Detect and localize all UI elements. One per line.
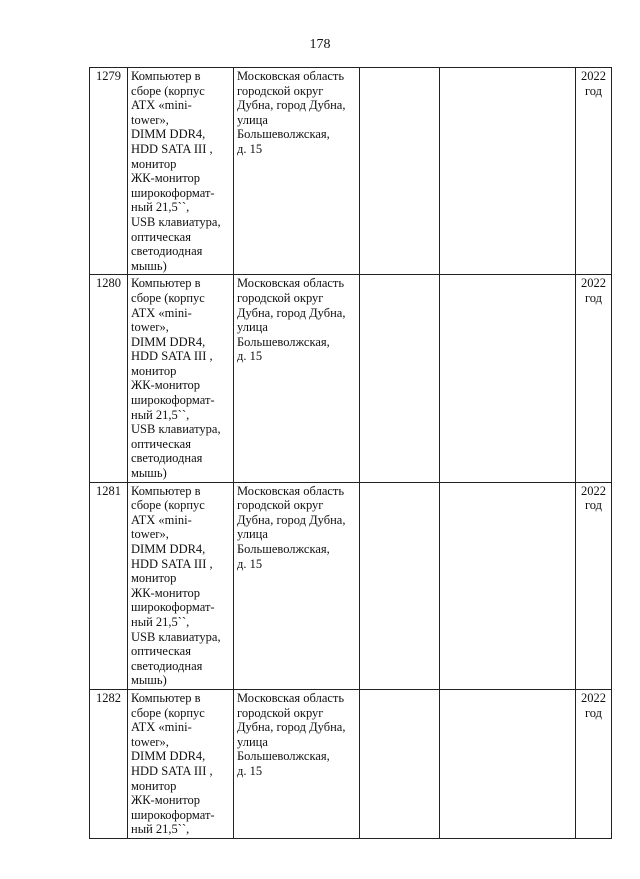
- year-cell: 2022 год: [576, 275, 612, 482]
- row-number-cell: 1282: [90, 689, 128, 838]
- address-cell: Московская область городской округ Дубна, город Дубна, улица Большеволжская, д. 15: [234, 482, 360, 689]
- empty-cell: [360, 689, 440, 838]
- empty-cell: [360, 68, 440, 275]
- item-name-cell: Компьютер в сборе (корпус ATX «mini- tower», DIMM DDR4, HDD SATA III , монитор ЖК-монитор широкоформат- ный 21,5``,: [128, 689, 234, 838]
- address-cell: Московская область городской округ Дубна, город Дубна, улица Большеволжская, д. 15: [234, 68, 360, 275]
- empty-cell: [440, 68, 576, 275]
- item-name-cell: Компьютер в сборе (корпус ATX «mini- tower», DIMM DDR4, HDD SATA III , монитор ЖК-монитор широкоформат- ный 21,5``, USB клавиатура, оптическая светодиодная мышь): [128, 275, 234, 482]
- item-name-cell: Компьютер в сборе (корпус ATX «mini- tower», DIMM DDR4, HDD SATA III , монитор ЖК-монитор широкоформат- ный 21,5``, USB клавиатура, оптическая светодиодная мышь): [128, 482, 234, 689]
- empty-cell: [440, 275, 576, 482]
- table-row: [90, 689, 612, 838]
- table-row: [90, 68, 612, 275]
- empty-cell: [440, 689, 576, 838]
- item-name-cell: Компьютер в сборе (корпус ATX «mini- tower», DIMM DDR4, HDD SATA III , монитор ЖК-монитор широкоформат- ный 21,5``, USB клавиатура, оптическая светодиодная мышь): [128, 68, 234, 275]
- table-row: [90, 482, 612, 689]
- year-cell: 2022 год: [576, 689, 612, 838]
- row-number-cell: 1280: [90, 275, 128, 482]
- year-cell: 2022 год: [576, 482, 612, 689]
- row-number-cell: 1281: [90, 482, 128, 689]
- page-number: 178: [309, 37, 331, 52]
- empty-cell: [360, 482, 440, 689]
- empty-cell: [360, 275, 440, 482]
- year-cell: 2022 год: [576, 68, 612, 275]
- address-cell: Московская область городской округ Дубна, город Дубна, улица Большеволжская, д. 15: [234, 689, 360, 838]
- table-row: [90, 275, 612, 482]
- asset-registry-table: [89, 67, 612, 839]
- row-number-cell: 1279: [90, 68, 128, 275]
- address-cell: Московская область городской округ Дубна, город Дубна, улица Большеволжская, д. 15: [234, 275, 360, 482]
- empty-cell: [440, 482, 576, 689]
